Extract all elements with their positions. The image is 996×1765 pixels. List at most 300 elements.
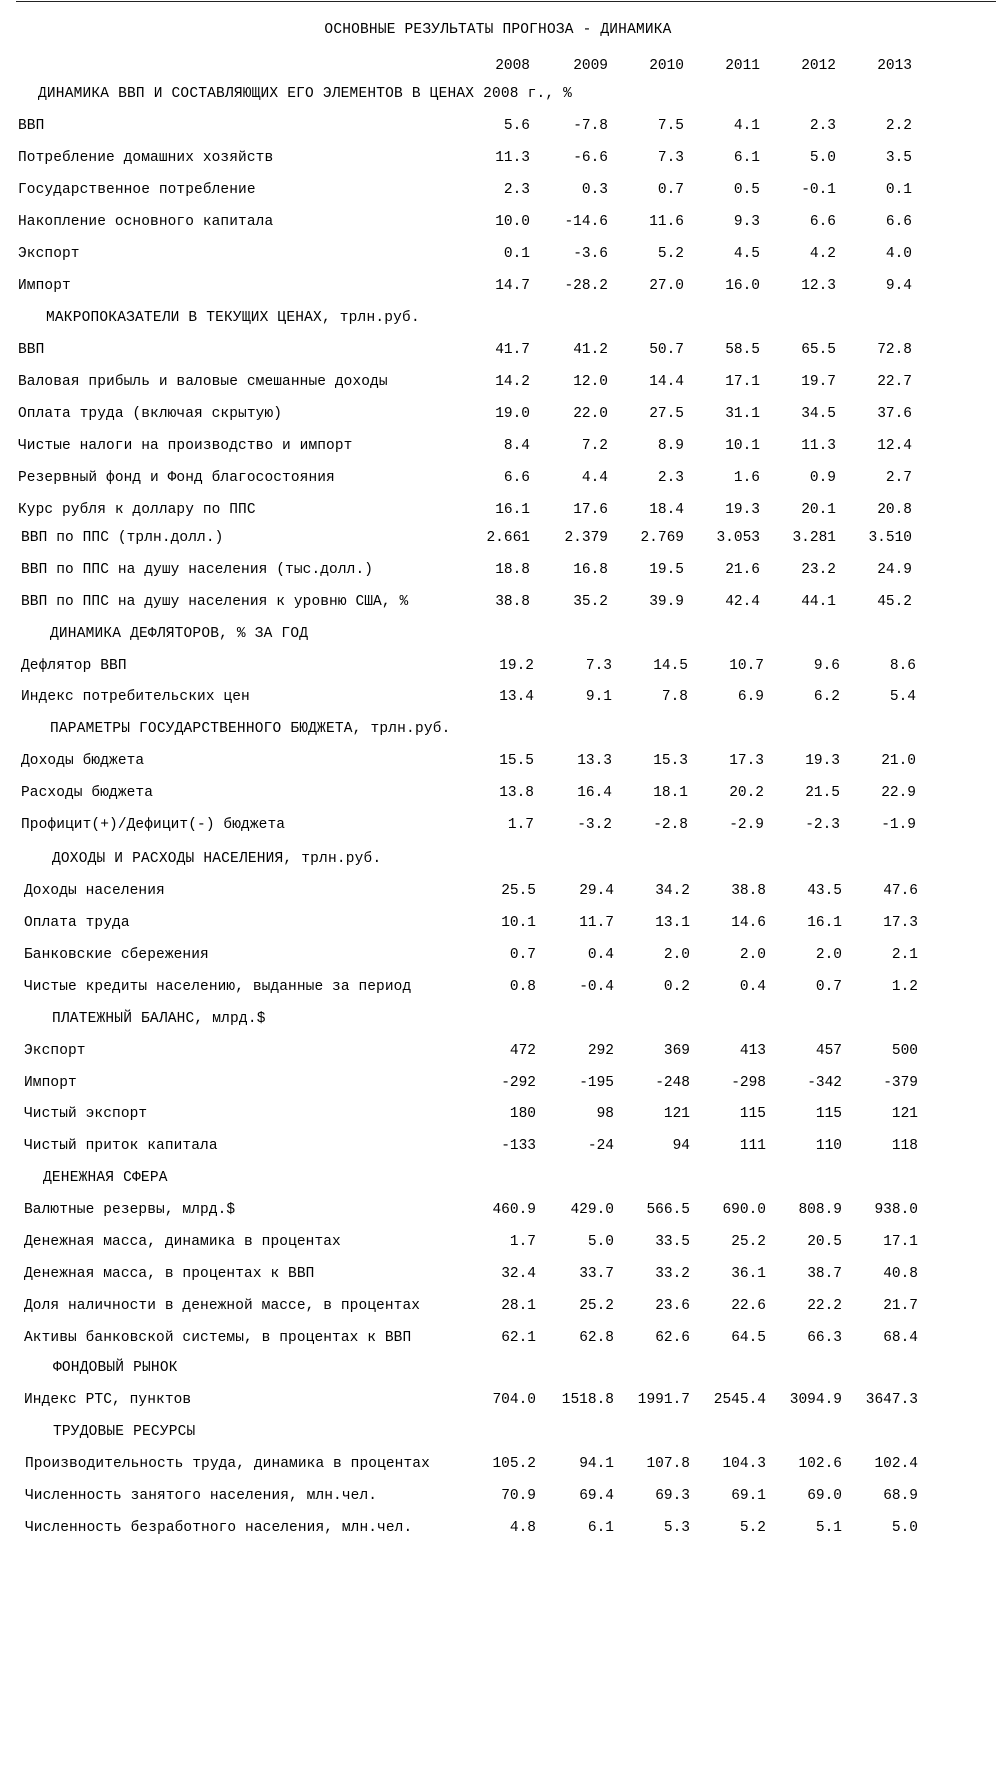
value-cell: 104.3 (722, 1456, 766, 1472)
row-label: Производительность труда, динамика в процентах (25, 1456, 430, 1472)
value-cell: -133 (501, 1138, 536, 1154)
value-cell: 2.0 (739, 947, 766, 963)
value-cell: 5.4 (889, 689, 916, 705)
value-cell: -24 (587, 1138, 614, 1154)
row-label: Доходы населения (24, 883, 165, 899)
row-label: ВВП по ППС (трлн.долл.) (21, 530, 224, 546)
value-cell: 0.7 (509, 947, 536, 963)
value-cell: 2.1 (891, 947, 918, 963)
value-cell: 115 (815, 1106, 842, 1122)
value-cell: 0.2 (663, 979, 690, 995)
value-cell: 20.8 (877, 502, 912, 518)
value-cell: 1991.7 (637, 1392, 690, 1408)
value-cell: -2.3 (805, 817, 840, 833)
value-cell: 40.8 (883, 1266, 918, 1282)
value-cell: 2.3 (809, 118, 836, 134)
year-header-row (0, 58, 996, 78)
value-cell: 6.2 (813, 689, 840, 705)
table-row (0, 438, 996, 458)
value-cell: 20.1 (801, 502, 836, 518)
row-label: Денежная масса, в процентах к ВВП (24, 1266, 315, 1282)
value-cell: 9.6 (813, 658, 840, 674)
value-cell: 3.5 (885, 150, 912, 166)
row-label: ВВП (18, 342, 45, 358)
value-cell: 45.2 (877, 594, 912, 610)
table-row (0, 1234, 996, 1254)
value-cell: 16.1 (807, 915, 842, 931)
value-cell: 3.281 (792, 530, 836, 546)
value-cell: 7.5 (657, 118, 684, 134)
row-label: Экспорт (18, 246, 80, 262)
row-label: Импорт (24, 1075, 77, 1091)
table-row (0, 785, 996, 805)
table-row (0, 915, 996, 935)
value-cell: 19.7 (801, 374, 836, 390)
row-label: Курс рубля к доллару по ППС (18, 502, 256, 518)
value-cell: 21.6 (725, 562, 760, 578)
value-cell: 118 (891, 1138, 918, 1154)
table-row (0, 182, 996, 202)
value-cell: -6.6 (573, 150, 608, 166)
value-cell: 17.6 (573, 502, 608, 518)
value-cell: 20.2 (729, 785, 764, 801)
table-row (0, 1330, 996, 1350)
value-cell: 11.3 (495, 150, 530, 166)
value-cell: 23.2 (801, 562, 836, 578)
row-label: Валютные резервы, млрд.$ (24, 1202, 236, 1218)
value-cell: 0.9 (809, 470, 836, 486)
value-cell: 17.3 (883, 915, 918, 931)
value-cell: 938.0 (874, 1202, 918, 1218)
table-row (0, 118, 996, 138)
value-cell: -0.1 (801, 182, 836, 198)
value-cell: 94.1 (579, 1456, 614, 1472)
value-cell: 180 (509, 1106, 536, 1122)
value-cell: 11.3 (801, 438, 836, 454)
value-cell: 2.769 (640, 530, 684, 546)
value-cell: 44.1 (801, 594, 836, 610)
value-cell: 121 (891, 1106, 918, 1122)
value-cell: 5.0 (809, 150, 836, 166)
value-cell: 4.0 (885, 246, 912, 262)
value-cell: 22.6 (731, 1298, 766, 1314)
row-label: Профицит(+)/Дефицит(-) бюджета (21, 817, 286, 833)
value-cell: 18.1 (653, 785, 688, 801)
value-cell: 0.4 (587, 947, 614, 963)
value-cell: 3.510 (868, 530, 912, 546)
row-label: Индекс РТС, пунктов (24, 1392, 192, 1408)
value-cell: 1.2 (891, 979, 918, 995)
table-row (0, 947, 996, 967)
value-cell: -7.8 (573, 118, 608, 134)
value-cell: 62.8 (579, 1330, 614, 1346)
value-cell: 0.1 (503, 246, 530, 262)
value-cell: 16.8 (573, 562, 608, 578)
value-cell: 25.2 (579, 1298, 614, 1314)
table-row (0, 1266, 996, 1286)
value-cell: 21.0 (881, 753, 916, 769)
value-cell: 38.7 (807, 1266, 842, 1282)
value-cell: 429.0 (570, 1202, 614, 1218)
value-cell: 25.2 (731, 1234, 766, 1250)
value-cell: -1.9 (881, 817, 916, 833)
value-cell: 21.7 (883, 1298, 918, 1314)
value-cell: 72.8 (877, 342, 912, 358)
table-row (0, 1043, 996, 1063)
value-cell: 369 (663, 1043, 690, 1059)
value-cell: 500 (891, 1043, 918, 1059)
row-label: Чистые налоги на производство и импорт (18, 438, 353, 454)
row-label: Накопление основного капитала (18, 214, 274, 230)
row-label: ВВП по ППС на душу населения (тыс.долл.) (21, 562, 374, 578)
value-cell: 6.6 (885, 214, 912, 230)
value-cell: 2.379 (564, 530, 608, 546)
value-cell: 17.3 (729, 753, 764, 769)
value-cell: 28.1 (501, 1298, 536, 1314)
table-row (0, 1075, 996, 1095)
row-label: Оплата труда (включая скрытую) (18, 406, 283, 422)
value-cell: 13.1 (655, 915, 690, 931)
value-cell: 472 (509, 1043, 536, 1059)
value-cell: 16.0 (725, 278, 760, 294)
page-title: ОСНОВНЫЕ РЕЗУЛЬТАТЫ ПРОГНОЗА - ДИНАМИКА (324, 22, 672, 38)
value-cell: 29.4 (579, 883, 614, 899)
value-cell: 1518.8 (561, 1392, 614, 1408)
value-cell: 4.8 (509, 1520, 536, 1536)
value-cell: 5.2 (739, 1520, 766, 1536)
value-cell: 4.5 (733, 246, 760, 262)
value-cell: -28.2 (564, 278, 608, 294)
value-cell: 19.3 (805, 753, 840, 769)
value-cell: 413 (739, 1043, 766, 1059)
value-cell: 19.2 (499, 658, 534, 674)
table-row (0, 1488, 996, 1508)
table-row (0, 1520, 996, 1540)
value-cell: 7.3 (585, 658, 612, 674)
year-header-cell: 2010 (649, 58, 684, 74)
value-cell: 5.2 (657, 246, 684, 262)
value-cell: 13.3 (577, 753, 612, 769)
value-cell: 0.8 (509, 979, 536, 995)
table-row (0, 753, 996, 773)
value-cell: 35.2 (573, 594, 608, 610)
value-cell: 43.5 (807, 883, 842, 899)
section-heading: ДОХОДЫ И РАСХОДЫ НАСЕЛЕНИЯ, трлн.руб. (52, 851, 382, 867)
value-cell: 9.4 (885, 278, 912, 294)
section-heading: ДИНАМИКА ВВП И СОСТАВЛЯЮЩИХ ЕГО ЭЛЕМЕНТОВ В ЦЕНАХ 2008 г., % (38, 86, 573, 102)
table-row (0, 658, 996, 678)
row-label: Индекс потребительских цен (21, 689, 250, 705)
value-cell: 5.0 (587, 1234, 614, 1250)
value-cell: 5.0 (891, 1520, 918, 1536)
table-row (0, 530, 996, 550)
table-row (0, 594, 996, 614)
value-cell: 566.5 (646, 1202, 690, 1218)
section-heading: ПАРАМЕТРЫ ГОСУДАРСТВЕННОГО БЮДЖЕТА, трлн.руб. (50, 721, 451, 737)
section-heading: ТРУДОВЫЕ РЕСУРСЫ (53, 1424, 196, 1440)
value-cell: -292 (501, 1075, 536, 1091)
value-cell: 1.7 (509, 1234, 536, 1250)
value-cell: 6.1 (587, 1520, 614, 1536)
value-cell: 24.9 (877, 562, 912, 578)
value-cell: -14.6 (564, 214, 608, 230)
value-cell: 0.4 (739, 979, 766, 995)
value-cell: -0.4 (579, 979, 614, 995)
value-cell: -2.9 (729, 817, 764, 833)
row-label: Доходы бюджета (21, 753, 145, 769)
table-row (0, 817, 996, 837)
value-cell: 14.7 (495, 278, 530, 294)
value-cell: 105.2 (492, 1456, 536, 1472)
value-cell: -379 (883, 1075, 918, 1091)
table-row (0, 470, 996, 490)
row-label: Численность занятого населения, млн.чел. (25, 1488, 378, 1504)
value-cell: 16.1 (495, 502, 530, 518)
value-cell: 22.7 (877, 374, 912, 390)
value-cell: 111 (739, 1138, 766, 1154)
value-cell: 58.5 (725, 342, 760, 358)
value-cell: 33.7 (579, 1266, 614, 1282)
row-label: Дефлятор ВВП (21, 658, 127, 674)
value-cell: 15.5 (499, 753, 534, 769)
value-cell: 13.8 (499, 785, 534, 801)
row-label: Численность безработного населения, млн.чел. (25, 1520, 413, 1536)
row-label: Оплата труда (24, 915, 130, 931)
row-label: Банковские сбережения (24, 947, 209, 963)
value-cell: 292 (587, 1043, 614, 1059)
value-cell: 12.0 (573, 374, 608, 390)
value-cell: 4.2 (809, 246, 836, 262)
value-cell: 13.4 (499, 689, 534, 705)
row-label: Государственное потребление (18, 182, 256, 198)
row-label: Доля наличности в денежной массе, в процентах (24, 1298, 421, 1314)
value-cell: 32.4 (501, 1266, 536, 1282)
value-cell: 0.7 (657, 182, 684, 198)
value-cell: 38.8 (495, 594, 530, 610)
section-heading: ДИНАМИКА ДЕФЛЯТОРОВ, % ЗА ГОД (50, 626, 309, 642)
table-row (0, 342, 996, 362)
section-heading: ФОНДОВЫЙ РЫНОК (53, 1360, 178, 1376)
table-row (0, 1106, 996, 1126)
table-row (0, 406, 996, 426)
value-cell: 11.7 (579, 915, 614, 931)
value-cell: 69.1 (731, 1488, 766, 1504)
row-label: Резервный фонд и Фонд благосостояния (18, 470, 335, 486)
value-cell: 19.3 (725, 502, 760, 518)
value-cell: 690.0 (722, 1202, 766, 1218)
value-cell: 6.9 (737, 689, 764, 705)
value-cell: 8.4 (503, 438, 530, 454)
value-cell: 31.1 (725, 406, 760, 422)
value-cell: 68.9 (883, 1488, 918, 1504)
value-cell: 6.6 (809, 214, 836, 230)
value-cell: 8.6 (889, 658, 916, 674)
value-cell: 33.5 (655, 1234, 690, 1250)
value-cell: 62.6 (655, 1330, 690, 1346)
value-cell: 9.3 (733, 214, 760, 230)
value-cell: 68.4 (883, 1330, 918, 1346)
row-label: Чистый приток капитала (24, 1138, 218, 1154)
row-label: Расходы бюджета (21, 785, 154, 801)
value-cell: 3.053 (716, 530, 760, 546)
value-cell: 1.7 (507, 817, 534, 833)
value-cell: 5.3 (663, 1520, 690, 1536)
value-cell: -342 (807, 1075, 842, 1091)
row-label: Валовая прибыль и валовые смешанные доходы (18, 374, 388, 390)
table-row (0, 883, 996, 903)
value-cell: 19.5 (649, 562, 684, 578)
table-row (0, 278, 996, 298)
value-cell: 20.5 (807, 1234, 842, 1250)
value-cell: 39.9 (649, 594, 684, 610)
value-cell: 17.1 (725, 374, 760, 390)
value-cell: 6.6 (503, 470, 530, 486)
value-cell: 22.9 (881, 785, 916, 801)
value-cell: 42.4 (725, 594, 760, 610)
value-cell: 0.3 (581, 182, 608, 198)
table-row (0, 246, 996, 266)
value-cell: 15.3 (653, 753, 688, 769)
value-cell: 21.5 (805, 785, 840, 801)
table-row (0, 562, 996, 582)
value-cell: 37.6 (877, 406, 912, 422)
value-cell: 115 (739, 1106, 766, 1122)
value-cell: 0.1 (885, 182, 912, 198)
value-cell: 41.2 (573, 342, 608, 358)
value-cell: 0.7 (815, 979, 842, 995)
table-row (0, 1392, 996, 1412)
value-cell: 14.6 (731, 915, 766, 931)
section-heading: ДЕНЕЖНАЯ СФЕРА (43, 1170, 168, 1186)
table-row (0, 150, 996, 170)
value-cell: 3647.3 (865, 1392, 918, 1408)
value-cell: 14.4 (649, 374, 684, 390)
value-cell: 2.2 (885, 118, 912, 134)
value-cell: 3094.9 (789, 1392, 842, 1408)
value-cell: 121 (663, 1106, 690, 1122)
value-cell: 41.7 (495, 342, 530, 358)
value-cell: 457 (815, 1043, 842, 1059)
section-heading: ПЛАТЕЖНЫЙ БАЛАНС, млрд.$ (52, 1011, 266, 1027)
table-row (0, 502, 996, 522)
value-cell: 5.1 (815, 1520, 842, 1536)
value-cell: 69.0 (807, 1488, 842, 1504)
value-cell: -2.8 (653, 817, 688, 833)
top-rule (16, 1, 996, 2)
value-cell: 38.8 (731, 883, 766, 899)
value-cell: 27.0 (649, 278, 684, 294)
value-cell: 18.8 (495, 562, 530, 578)
value-cell: 16.4 (577, 785, 612, 801)
value-cell: 1.6 (733, 470, 760, 486)
value-cell: 2.7 (885, 470, 912, 486)
value-cell: 22.0 (573, 406, 608, 422)
value-cell: 70.9 (501, 1488, 536, 1504)
value-cell: 25.5 (501, 883, 536, 899)
table-row (0, 374, 996, 394)
value-cell: 107.8 (646, 1456, 690, 1472)
value-cell: 50.7 (649, 342, 684, 358)
row-label: ВВП (18, 118, 45, 134)
table-row (0, 689, 996, 709)
table-row (0, 979, 996, 999)
value-cell: 23.6 (655, 1298, 690, 1314)
value-cell: 18.4 (649, 502, 684, 518)
value-cell: 8.9 (657, 438, 684, 454)
value-cell: 36.1 (731, 1266, 766, 1282)
value-cell: 10.7 (729, 658, 764, 674)
row-label: Активы банковской системы, в процентах к ВВП (24, 1330, 412, 1346)
table-row (0, 1202, 996, 1222)
table-row (0, 1298, 996, 1318)
value-cell: 22.2 (807, 1298, 842, 1314)
value-cell: 10.1 (725, 438, 760, 454)
value-cell: 69.3 (655, 1488, 690, 1504)
value-cell: 17.1 (883, 1234, 918, 1250)
value-cell: -195 (579, 1075, 614, 1091)
value-cell: 2.661 (486, 530, 530, 546)
value-cell: 11.6 (649, 214, 684, 230)
row-label: Чистый экспорт (24, 1106, 148, 1122)
value-cell: 64.5 (731, 1330, 766, 1346)
value-cell: 2.0 (663, 947, 690, 963)
value-cell: 7.3 (657, 150, 684, 166)
value-cell: 2.3 (503, 182, 530, 198)
year-header-cell: 2012 (801, 58, 836, 74)
value-cell: 4.1 (733, 118, 760, 134)
value-cell: 10.1 (501, 915, 536, 931)
value-cell: 0.5 (733, 182, 760, 198)
value-cell: 102.4 (874, 1456, 918, 1472)
value-cell: 14.2 (495, 374, 530, 390)
value-cell: -248 (655, 1075, 690, 1091)
value-cell: 460.9 (492, 1202, 536, 1218)
value-cell: 6.1 (733, 150, 760, 166)
value-cell: 19.0 (495, 406, 530, 422)
value-cell: 4.4 (581, 470, 608, 486)
value-cell: 69.4 (579, 1488, 614, 1504)
value-cell: 5.6 (503, 118, 530, 134)
section-heading: МАКРОПОКАЗАТЕЛИ В ТЕКУЩИХ ЦЕНАХ, трлн.руб. (46, 310, 420, 326)
value-cell: 704.0 (492, 1392, 536, 1408)
row-label: Чистые кредиты населению, выданные за период (24, 979, 412, 995)
value-cell: 7.2 (581, 438, 608, 454)
value-cell: 34.5 (801, 406, 836, 422)
value-cell: 27.5 (649, 406, 684, 422)
value-cell: 102.6 (798, 1456, 842, 1472)
row-label: Экспорт (24, 1043, 86, 1059)
value-cell: 94 (672, 1138, 690, 1154)
table-row (0, 1456, 996, 1476)
value-cell: 66.3 (807, 1330, 842, 1346)
value-cell: 2.3 (657, 470, 684, 486)
value-cell: 12.4 (877, 438, 912, 454)
value-cell: 65.5 (801, 342, 836, 358)
row-label: Импорт (18, 278, 71, 294)
value-cell: 98 (596, 1106, 614, 1122)
value-cell: 14.5 (653, 658, 688, 674)
row-label: Денежная масса, динамика в процентах (24, 1234, 341, 1250)
value-cell: -3.2 (577, 817, 612, 833)
value-cell: -298 (731, 1075, 766, 1091)
year-header-cell: 2008 (495, 58, 530, 74)
value-cell: 9.1 (585, 689, 612, 705)
value-cell: 62.1 (501, 1330, 536, 1346)
value-cell: 2.0 (815, 947, 842, 963)
value-cell: -3.6 (573, 246, 608, 262)
table-row (0, 1138, 996, 1158)
value-cell: 12.3 (801, 278, 836, 294)
